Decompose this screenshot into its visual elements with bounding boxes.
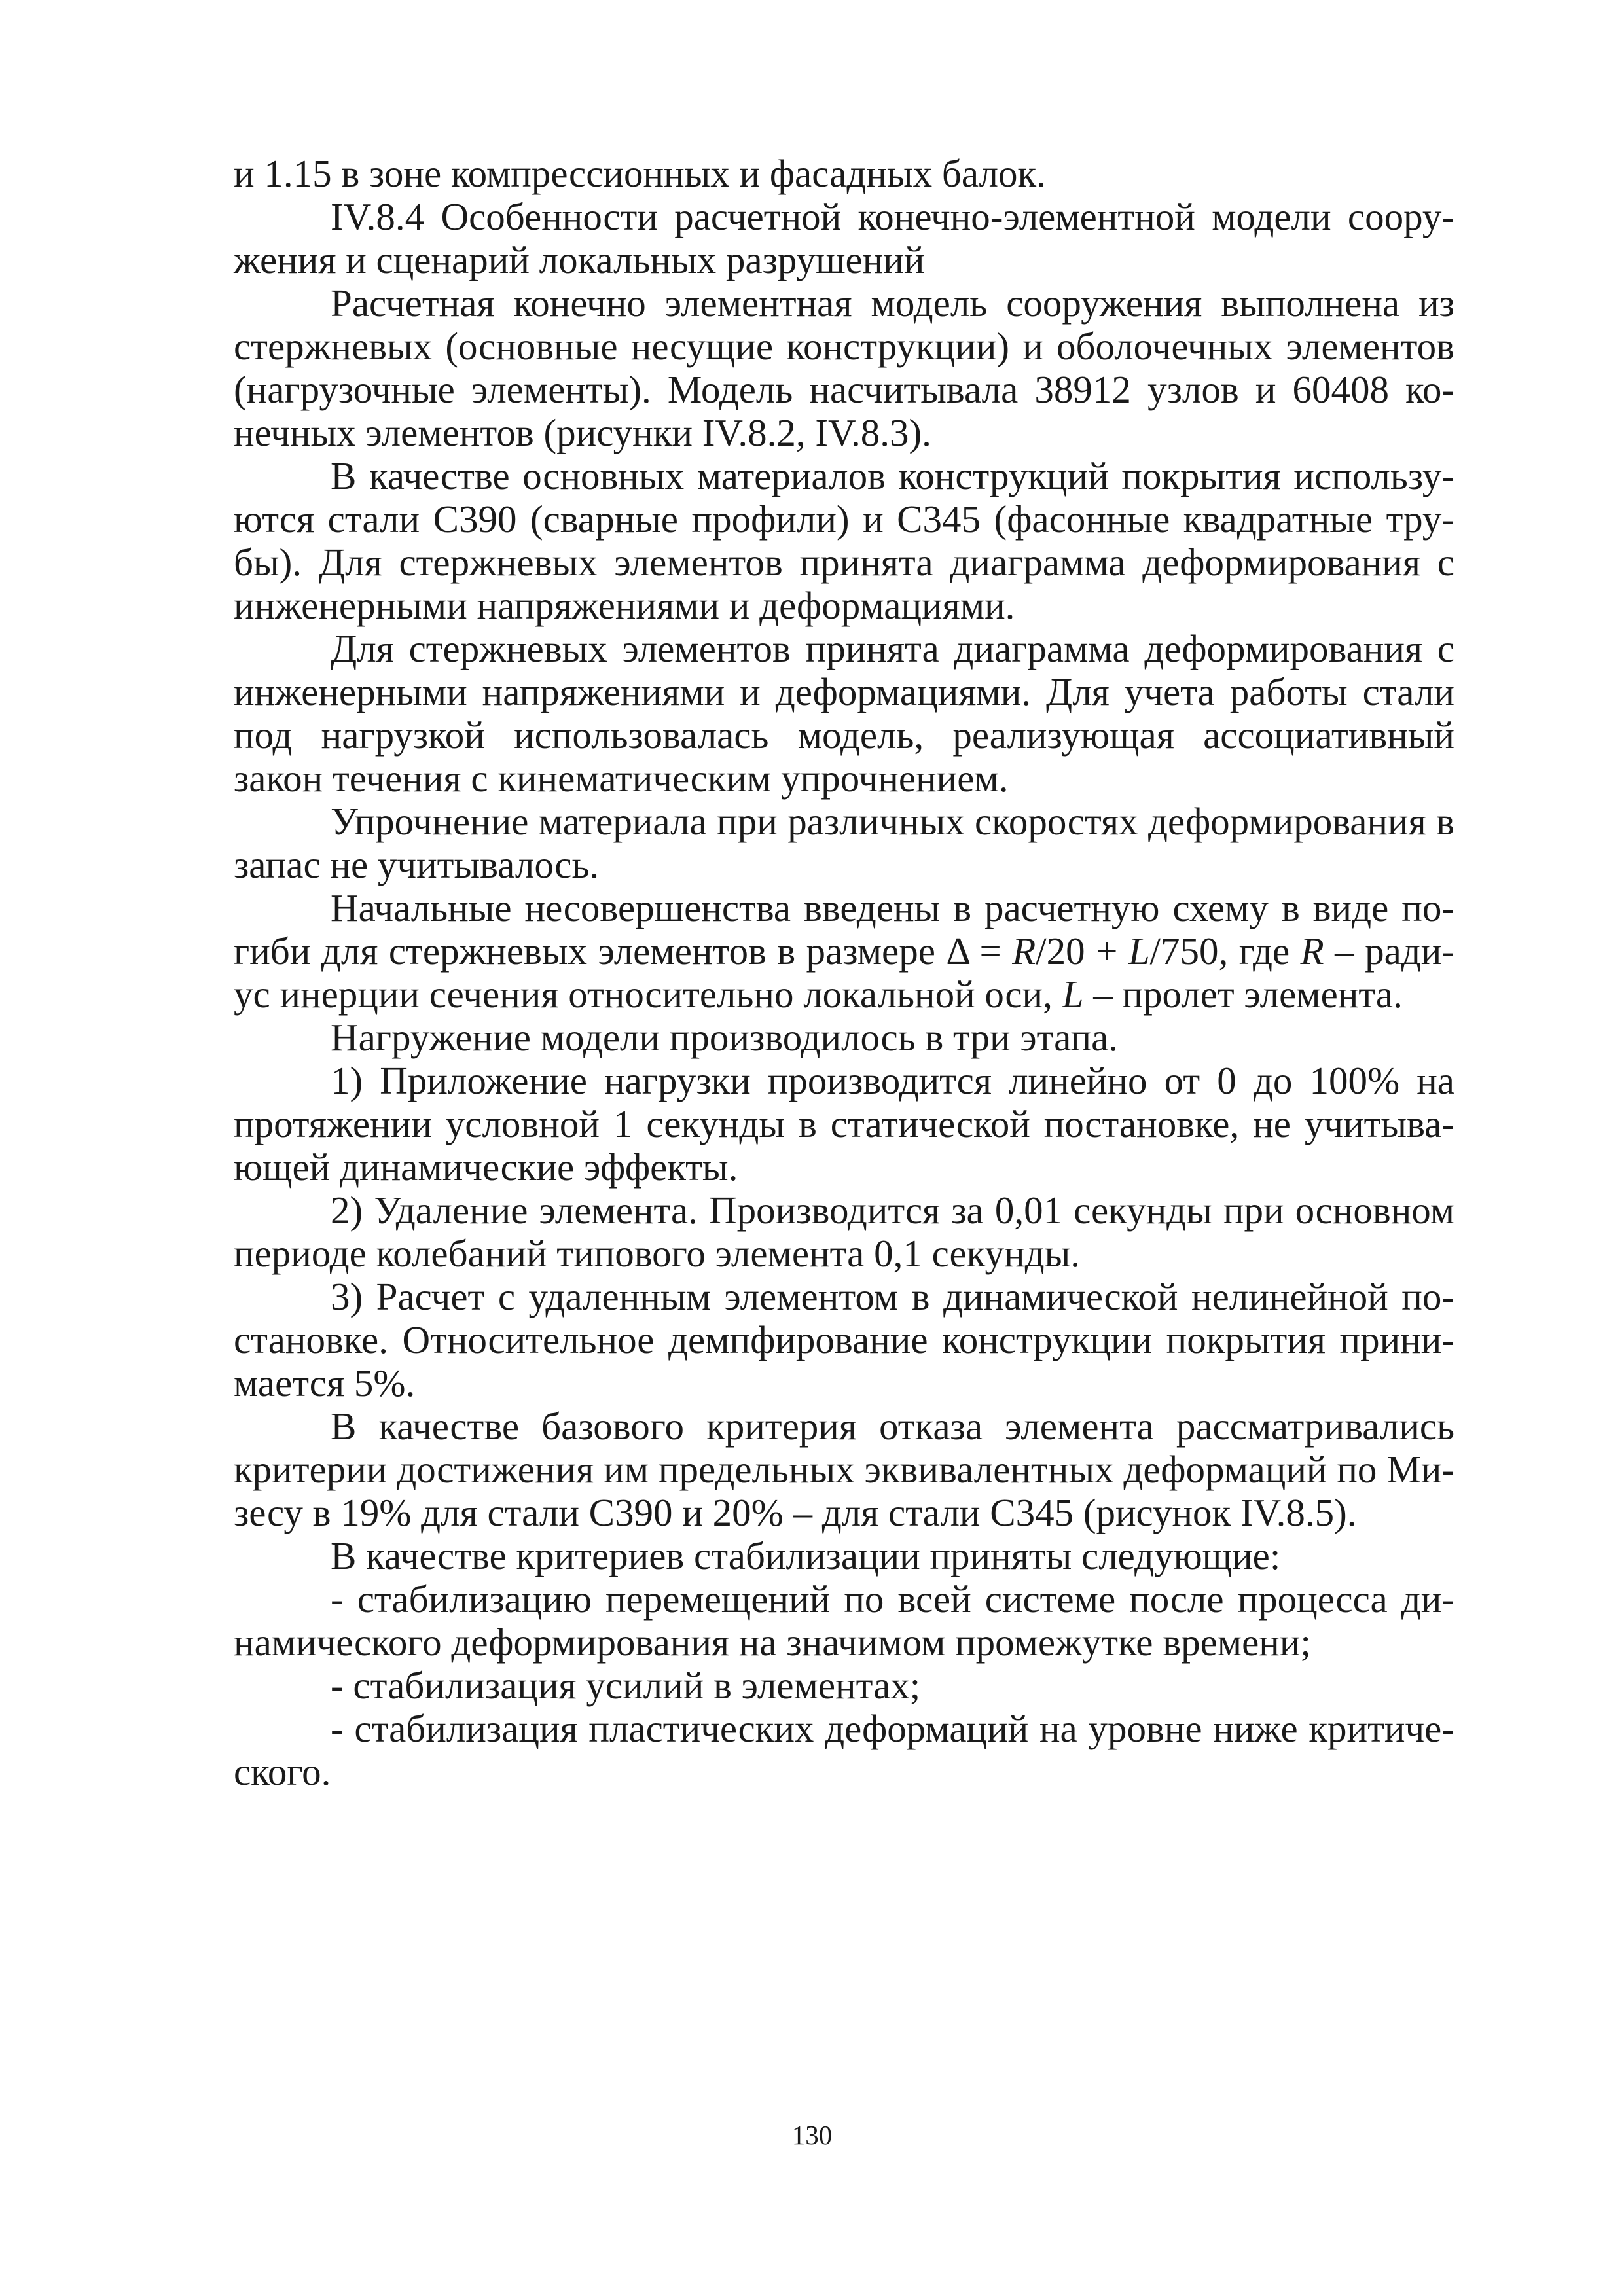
paragraph-hardening: Упрочнение материала при различных скоростях деформирования в запас не учитывалось. bbox=[234, 800, 1454, 886]
paragraph-stage-3: 3) Расчет с удаленным элементом в динамической нелинейной по-становке. Относительное демпфирование конструкции покрытия прини-мается 5%. bbox=[234, 1275, 1454, 1405]
list-item-forces: - стабилизация усилий в элементах; bbox=[331, 1664, 921, 1707]
page-number: 130 bbox=[791, 2120, 833, 2150]
paragraph-intro: и 1.15 в зоне компрессионных и фасадных балок. bbox=[234, 152, 1046, 195]
list-item-displacements: - стабилизацию перемещений по всей системе после процесса ди-намического деформирования на значимом промежутке времени; bbox=[234, 1577, 1454, 1664]
paragraph-stage-2: 2) Удаление элемента. Производится за 0,01 секунды при основном периоде колебаний типового элемента 0,1 секунды. bbox=[234, 1189, 1454, 1275]
paragraph-materials: В качестве основных материалов конструкций покрытия использу-ются стали С390 (сварные профили) и С345 (фасонные квадратные тру-бы). Для стержневых элементов принята диаграмма деформирования с инженерными напряжениями и деформациями. bbox=[234, 454, 1454, 627]
paragraph-stage-1: 1) Приложение нагрузки производится линейно от 0 до 100% на протяжении условной 1 секунды в статической постановке, не учитыва-ющей динамические эффекты. bbox=[234, 1059, 1454, 1189]
paragraph-loading-stages: Нагружение модели производилось в три этапа. bbox=[331, 1016, 1119, 1059]
section-heading: IV.8.4 Особенности расчетной конечно-элементной модели соору-жения и сценарий локальных разрушений bbox=[234, 195, 1454, 281]
list-item-plastic-strains: - стабилизация пластических деформаций на уровне ниже критиче-ского. bbox=[234, 1707, 1454, 1793]
paragraph-stabilization-intro: В качестве критериев стабилизации приняты следующие: bbox=[331, 1534, 1281, 1577]
paragraph-diagram: Для стержневых элементов принята диаграмма деформирования с инженерными напряжениями и деформациями. Для учета работы стали под нагрузкой использовалась модель, реализующая ассоциативный закон течения с кинематическим упрочнением. bbox=[234, 627, 1454, 800]
document-body bbox=[234, 152, 1454, 1793]
paragraph-imperfections: Начальные несовершенства введены в расчетную схему в виде по-гиби для стержневых элементов в размере Δ = R/20 + L/750, где R – ради-ус инерции сечения относительно локальной оси, L – пролет элемента. bbox=[234, 886, 1455, 1016]
paragraph-failure-criterion: В качестве базового критерия отказа элемента рассматривались критерии достижения им предельных эквивалентных деформаций по Ми-зесу в 19% для стали С390 и 20% – для стали С345 (рисунок IV.8.5). bbox=[234, 1405, 1454, 1534]
paragraph-model: Расчетная конечно элементная модель сооружения выполнена из стержневых (основные несущие конструкции) и оболочечных элементов (нагрузочные элементы). Модель насчитывала 38912 узлов и 60408 ко-нечных элементов (рисунки IV.8.2, IV.8.3). bbox=[234, 281, 1454, 454]
